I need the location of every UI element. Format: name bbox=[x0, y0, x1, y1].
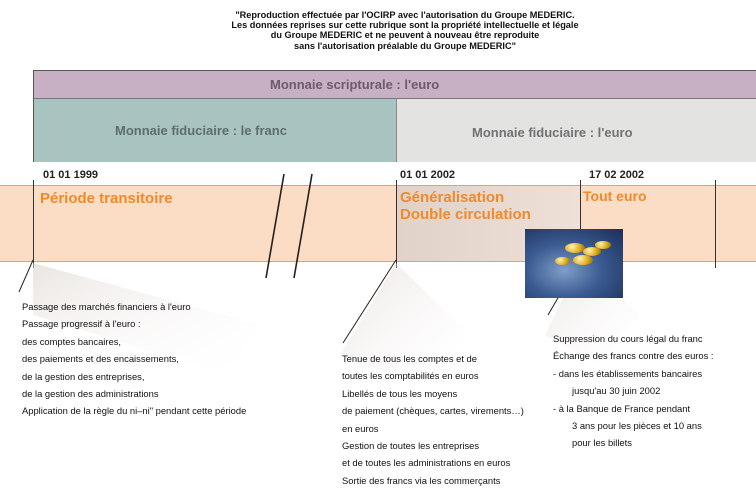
notes-tout-euro bbox=[553, 330, 714, 452]
phase-generalisation-line1: Généralisation bbox=[400, 189, 505, 206]
note-line: en euros bbox=[342, 422, 379, 434]
notes-generalisation bbox=[342, 350, 524, 489]
notice-line: "Reproduction effectuée par l'OCIRP avec l'autorisation du Groupe MEDERIC. bbox=[235, 10, 575, 20]
notice-line: du Groupe MEDERIC et ne peuvent à nouveau être reproduite bbox=[270, 30, 540, 41]
note-line: Sortie des francs via les commerçants bbox=[342, 474, 501, 486]
copyright-notice bbox=[170, 10, 640, 51]
band-scripturale-label: Monnaie scripturale : l'euro bbox=[270, 77, 440, 92]
note-line: - dans les établissements bancaires bbox=[553, 367, 703, 379]
notice-line: Les données reprises sur cette rubrique sont la propriété intellectuelle et légale bbox=[231, 20, 579, 31]
note-line: 3 ans pour les pièces et 10 ans bbox=[572, 420, 702, 432]
band-monnaie-scripturale bbox=[33, 70, 756, 98]
band-fiduciaire-euro bbox=[396, 98, 756, 162]
note-line: des paiements et des encaissements, bbox=[22, 353, 179, 365]
note-line: - à la Banque de France pendant bbox=[553, 402, 691, 414]
euro-coins-in-hand-icon bbox=[525, 229, 623, 298]
note-line: de la gestion des administrations bbox=[22, 388, 159, 400]
note-line: pour les billets bbox=[572, 437, 632, 449]
note-line: Tenue de tous les comptes et de bbox=[342, 353, 477, 364]
note-line: de paiement (chèques, cartes, virements…) bbox=[342, 405, 524, 417]
note-line: Application de la règle du ni–ni" pendant cette période bbox=[22, 405, 247, 417]
band-franc-label: Monnaie fiduciaire : le franc bbox=[115, 123, 287, 138]
note-line: Gestion de toutes les entreprises bbox=[342, 440, 480, 452]
note-line: jusqu'au 30 juin 2002 bbox=[572, 385, 661, 397]
phase-transitoire: Période transitoire bbox=[40, 190, 173, 207]
note-line: toutes les comptabilités en euros bbox=[342, 370, 479, 382]
date-2002-01: 01 01 2002 bbox=[400, 169, 456, 181]
note-line: de la gestion des entreprises, bbox=[22, 370, 145, 382]
note-line: des comptes bancaires, bbox=[22, 335, 122, 347]
note-line: et de toutes les administrations en euros bbox=[342, 457, 511, 469]
band-fiduciaire-franc bbox=[33, 98, 396, 162]
note-line: Échange des francs contre des euros : bbox=[553, 350, 714, 362]
notice-line: sans l'autorisation préalable du Groupe MEDERIC" bbox=[294, 40, 516, 51]
phase-generalisation bbox=[400, 189, 531, 223]
note-line: Passage des marchés financiers à l'euro bbox=[22, 301, 191, 312]
notes-transitoire bbox=[22, 298, 246, 420]
band-euro-label: Monnaie fiduciaire : l'euro bbox=[472, 125, 633, 140]
phase-generalisation-line2: Double circulation bbox=[400, 206, 531, 223]
phase-tout-euro: Tout euro bbox=[583, 188, 647, 204]
note-line: Suppression du cours légal du franc bbox=[553, 333, 703, 344]
date-1999: 01 01 1999 bbox=[43, 169, 99, 181]
note-line: Libellés de tous les moyens bbox=[342, 387, 458, 399]
date-2002-02: 17 02 2002 bbox=[589, 169, 645, 181]
note-line: Passage progressif à l'euro : bbox=[22, 318, 141, 330]
